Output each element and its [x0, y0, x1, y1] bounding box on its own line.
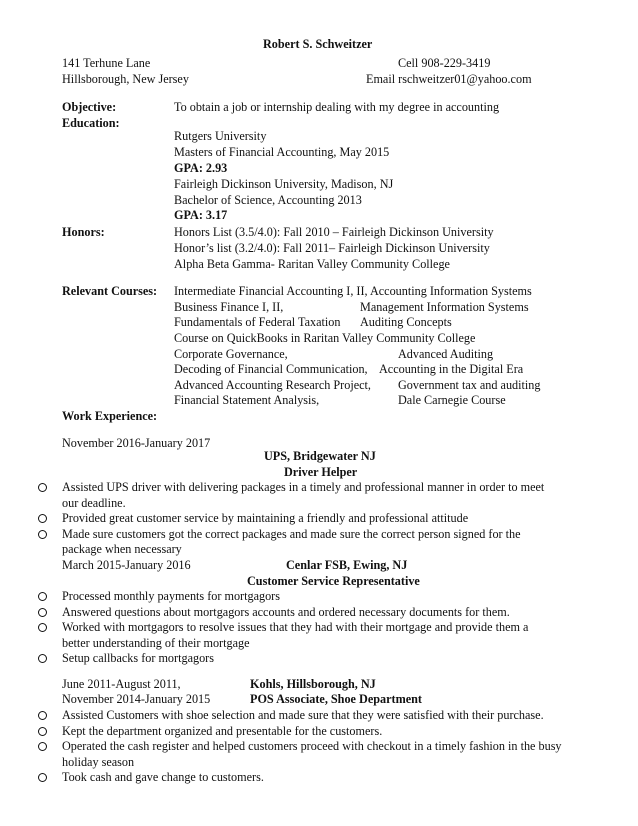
job-title: Driver Helper: [284, 465, 358, 479]
education-line: Fairleigh Dickinson University, Madison, NJ: [174, 177, 394, 191]
street-address: 141 Terhune Lane: [62, 56, 151, 70]
course-item: Dale Carnegie Course: [398, 393, 506, 407]
bullet-circle-icon: [38, 711, 47, 720]
objective-text: To obtain a job or internship dealing with my degree in accounting: [174, 100, 500, 114]
applicant-name: Robert S. Schweitzer: [263, 37, 373, 51]
job-company: Kohls, Hillsborough, NJ: [250, 677, 376, 691]
phone-number: Cell 908-229-3419: [398, 56, 491, 70]
job-title: POS Associate, Shoe Department: [250, 692, 422, 706]
course-item: Intermediate Financial Accounting I, II, Accounting Information Systems: [174, 284, 532, 298]
education-line: Rutgers University: [174, 129, 267, 143]
honors-line: Honors List (3.5/4.0): Fall 2010 – Fairleigh Dickinson University: [174, 225, 494, 239]
course-item: Government tax and auditing: [398, 378, 541, 392]
job-dates: November 2016-January 2017: [62, 436, 211, 450]
bullet-text-continued: our deadline.: [62, 496, 126, 510]
bullet-text: Processed monthly payments for mortgagors: [62, 589, 280, 603]
job-dates: November 2014-January 2015: [62, 692, 211, 706]
bullet-text: Made sure customers got the correct packages and made sure the correct person signed for the: [62, 527, 521, 541]
bullet-circle-icon: [38, 514, 47, 523]
job-company: Cenlar FSB, Ewing, NJ: [286, 558, 408, 572]
job-dates: March 2015-January 2016: [62, 558, 191, 572]
objective-label: Objective:: [62, 100, 117, 114]
bullet-text-continued: package when necessary: [62, 542, 182, 556]
course-item: Decoding of Financial Communication,: [174, 362, 368, 376]
bullet-circle-icon: [38, 592, 47, 601]
bullet-text-continued: better understanding of their mortgage: [62, 636, 250, 650]
course-item: Management Information Systems: [360, 300, 529, 314]
courses-label: Relevant Courses:: [62, 284, 158, 298]
bullet-circle-icon: [38, 742, 47, 751]
bullet-circle-icon: [38, 623, 47, 632]
honors-label: Honors:: [62, 225, 105, 239]
course-item: Corporate Governance,: [174, 347, 288, 361]
course-item: Advanced Accounting Research Project,: [174, 378, 371, 392]
education-line: Bachelor of Science, Accounting 2013: [174, 193, 362, 207]
job-title: Customer Service Representative: [247, 574, 420, 588]
bullet-text: Took cash and gave change to customers.: [62, 770, 264, 784]
job-dates: June 2011-August 2011,: [62, 677, 181, 691]
education-gpa: GPA: 2.93: [174, 161, 228, 175]
bullet-text: Assisted UPS driver with delivering packages in a timely and professional manner in order to meet: [62, 480, 545, 494]
work-experience-label: Work Experience:: [62, 409, 158, 423]
bullet-text: Provided great customer service by maintaining a friendly and professional attitude: [62, 511, 469, 525]
course-item: Fundamentals of Federal Taxation: [174, 315, 341, 329]
course-item: Course on QuickBooks in Raritan Valley Community College: [174, 331, 476, 345]
bullet-text: Operated the cash register and helped customers proceed with checkout in a timely fashion in the busy: [62, 739, 562, 753]
course-item: Advanced Auditing: [398, 347, 494, 361]
bullet-text: Kept the department organized and presentable for the customers.: [62, 724, 383, 738]
bullet-circle-icon: [38, 773, 47, 782]
job-company: UPS, Bridgewater NJ: [264, 449, 376, 463]
education-gpa: GPA: 3.17: [174, 208, 228, 222]
bullet-text: Worked with mortgagors to resolve issues that they had with their mortgage and provide them a: [62, 620, 529, 634]
city-state: Hillsborough, New Jersey: [62, 72, 189, 86]
honors-line: Alpha Beta Gamma- Raritan Valley Community College: [174, 257, 450, 271]
bullet-text-continued: holiday season: [62, 755, 135, 769]
course-item: Accounting in the Digital Era: [379, 362, 524, 376]
course-item: Financial Statement Analysis,: [174, 393, 320, 407]
course-item: Auditing Concepts: [360, 315, 452, 329]
bullet-text: Setup callbacks for mortgagors: [62, 651, 214, 665]
education-label: Education:: [62, 116, 120, 130]
bullet-text: Assisted Customers with shoe selection and made sure that they were satisfied with their purchase.: [62, 708, 544, 722]
bullet-circle-icon: [38, 483, 47, 492]
bullet-text: Answered questions about mortgagors accounts and ordered necessary documents for them.: [62, 605, 510, 619]
course-item: Business Finance I, II,: [174, 300, 284, 314]
education-line: Masters of Financial Accounting, May 2015: [174, 145, 390, 159]
bullet-circle-icon: [38, 727, 47, 736]
bullet-circle-icon: [38, 530, 47, 539]
bullet-circle-icon: [38, 654, 47, 663]
honors-line: Honor’s list (3.2/4.0): Fall 2011– Fairleigh Dickinson University: [174, 241, 490, 255]
bullet-circle-icon: [38, 608, 47, 617]
email-address: Email rschweitzer01@yahoo.com: [366, 72, 532, 86]
